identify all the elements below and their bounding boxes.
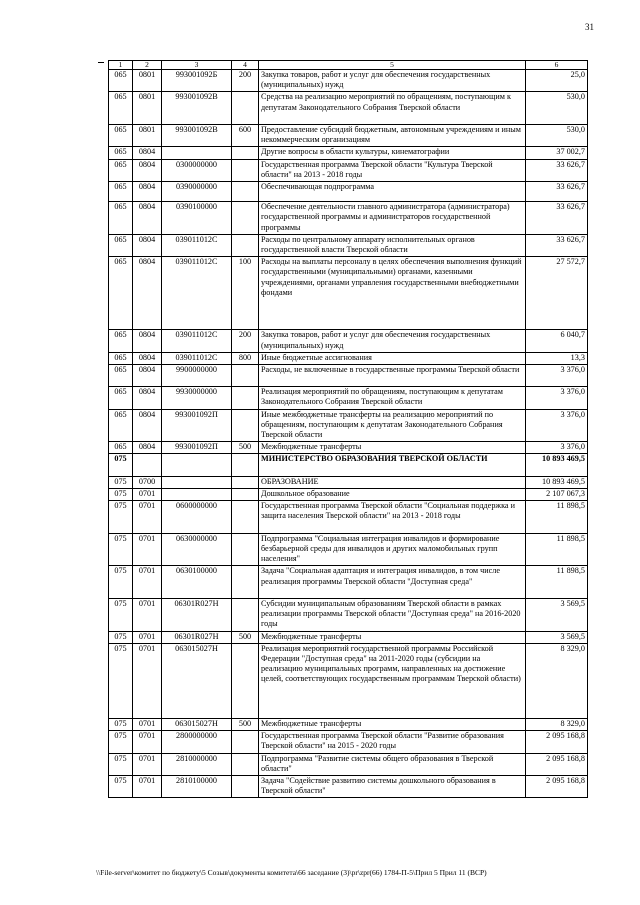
row-expense-type: 500: [232, 442, 259, 454]
row-expense-type: [232, 202, 259, 235]
table-row: [109, 202, 588, 235]
header-cell: 1: [109, 61, 133, 70]
row-subsection-code: 0804: [133, 352, 162, 364]
row-expense-type: 200: [232, 70, 259, 92]
row-section-code: 075: [109, 501, 133, 534]
row-amount: 37 002,7: [526, 147, 588, 159]
table-row: [109, 718, 588, 730]
row-section-code: 065: [109, 92, 133, 125]
row-subsection-code: 0701: [133, 753, 162, 775]
row-target-article: 0390000000: [162, 181, 232, 201]
row-amount: 33 626,7: [526, 202, 588, 235]
row-subsection-code: 0701: [133, 489, 162, 501]
table-row: [109, 159, 588, 181]
row-subsection-code: 0701: [133, 775, 162, 797]
row-description: Закупка товаров, работ и услуг для обеспечения государственных (муниципальных) нужд: [259, 70, 526, 92]
table-row: [109, 409, 588, 442]
row-section-code: 075: [109, 566, 133, 599]
row-description: Расходы по центральному аппарату исполнительных органов государственной власти Тверской области: [259, 234, 526, 256]
row-description: МИНИСТЕРСТВО ОБРАЗОВАНИЯ ТВЕРСКОЙ ОБЛАСТИ: [259, 454, 526, 476]
row-target-article: [162, 476, 232, 488]
row-expense-type: [232, 454, 259, 476]
row-expense-type: [232, 753, 259, 775]
row-section-code: 075: [109, 454, 133, 476]
row-subsection-code: 0701: [133, 643, 162, 718]
row-description: ОБРАЗОВАНИЕ: [259, 476, 526, 488]
row-description: Иные межбюджетные трансферты на реализацию мероприятий по обращениям, поступающим к депутатам Законодательного Собрания Тверской области: [259, 409, 526, 442]
table-row: [109, 731, 588, 753]
row-section-code: 075: [109, 731, 133, 753]
row-target-article: 039011012С: [162, 352, 232, 364]
row-description: Предоставление субсидий бюджетным, автономным учреждениям и иным некоммерческим организациям: [259, 124, 526, 146]
row-amount: 33 626,7: [526, 234, 588, 256]
row-target-article: 0300000000: [162, 159, 232, 181]
row-amount: 3 376,0: [526, 442, 588, 454]
table-row: [109, 566, 588, 599]
row-section-code: 065: [109, 181, 133, 201]
row-subsection-code: 0701: [133, 501, 162, 534]
row-expense-type: [232, 409, 259, 442]
row-amount: 530,0: [526, 92, 588, 125]
margin-mark: [98, 62, 104, 63]
row-subsection-code: 0804: [133, 181, 162, 201]
row-subsection-code: 0701: [133, 731, 162, 753]
row-target-article: 993001092П: [162, 409, 232, 442]
row-description: Расходы на выплаты персоналу в целях обеспечения выполнения функций государственными (муниципальными) органами, казенными учреждениями, органами управления государственными внебюджетными фондами: [259, 257, 526, 330]
row-subsection-code: 0804: [133, 330, 162, 352]
table-row: [109, 753, 588, 775]
row-amount: 2 107 067,3: [526, 489, 588, 501]
table-row: [109, 599, 588, 632]
file-path-footer: \\File-server\комитет по бюджету\5 Созыв\документы комитета\66 заседание (3)\pr\zpr(66) 1784-П-5\Прил 5 Прил 11 (ВСР): [96, 868, 487, 877]
row-description: Государственная программа Тверской области "Развитие образования Тверской области" на 2015 - 2020 годы: [259, 731, 526, 753]
row-amount: 13,3: [526, 352, 588, 364]
row-target-article: 06301R027Н: [162, 631, 232, 643]
row-expense-type: 100: [232, 257, 259, 330]
budget-table: [108, 60, 588, 798]
row-subsection-code: 0801: [133, 124, 162, 146]
row-expense-type: [232, 489, 259, 501]
row-amount: 8 329,0: [526, 718, 588, 730]
row-target-article: 0600000000: [162, 501, 232, 534]
row-amount: 8 329,0: [526, 643, 588, 718]
row-target-article: 063015027Н: [162, 718, 232, 730]
row-description: Субсидии муниципальным образованиям Тверской области в рамках реализации программы Тверской области "Доступная среда" на 2016-2020 годы: [259, 599, 526, 632]
row-expense-type: [232, 566, 259, 599]
header-cell: 6: [526, 61, 588, 70]
row-target-article: 063015027Н: [162, 643, 232, 718]
row-expense-type: [232, 181, 259, 201]
row-subsection-code: 0804: [133, 387, 162, 409]
row-section-code: 065: [109, 159, 133, 181]
row-section-code: 075: [109, 775, 133, 797]
row-subsection-code: 0804: [133, 364, 162, 386]
header-cell: 4: [232, 61, 259, 70]
row-target-article: 2810100000: [162, 775, 232, 797]
row-subsection-code: 0701: [133, 566, 162, 599]
header-cell: 3: [162, 61, 232, 70]
row-subsection-code: 0804: [133, 257, 162, 330]
row-description: Межбюджетные трансферты: [259, 442, 526, 454]
row-section-code: 075: [109, 533, 133, 566]
row-target-article: 0390100000: [162, 202, 232, 235]
row-subsection-code: [133, 454, 162, 476]
row-section-code: 065: [109, 442, 133, 454]
row-expense-type: [232, 234, 259, 256]
row-amount: 3 569,5: [526, 631, 588, 643]
row-target-article: [162, 454, 232, 476]
table-row: [109, 352, 588, 364]
row-amount: 10 893 469,5: [526, 476, 588, 488]
row-subsection-code: 0801: [133, 92, 162, 125]
table-row: [109, 454, 588, 476]
table-row: [109, 631, 588, 643]
row-subsection-code: 0804: [133, 234, 162, 256]
row-section-code: 065: [109, 124, 133, 146]
row-target-article: 993001092В: [162, 124, 232, 146]
row-target-article: 039011012С: [162, 330, 232, 352]
table-row: [109, 476, 588, 488]
row-target-article: 9930000000: [162, 387, 232, 409]
row-description: Межбюджетные трансферты: [259, 631, 526, 643]
row-section-code: 075: [109, 643, 133, 718]
row-expense-type: [232, 533, 259, 566]
row-section-code: 065: [109, 202, 133, 235]
row-description: Подпрограмма "Социальная интеграция инвалидов и формирование безбарьерной среды для инвалидов и других маломобильных групп населения": [259, 533, 526, 566]
row-expense-type: [232, 387, 259, 409]
row-subsection-code: 0700: [133, 476, 162, 488]
row-section-code: 065: [109, 234, 133, 256]
row-expense-type: [232, 731, 259, 753]
row-section-code: 065: [109, 352, 133, 364]
row-expense-type: [232, 476, 259, 488]
row-section-code: 075: [109, 489, 133, 501]
page-number: 31: [585, 22, 594, 32]
table-row: [109, 147, 588, 159]
row-expense-type: [232, 599, 259, 632]
row-description: Задача "Социальная адаптация и интеграция инвалидов, в том числе реализация программы Тверской области "Доступная среда": [259, 566, 526, 599]
table-row: [109, 330, 588, 352]
row-section-code: 075: [109, 476, 133, 488]
row-description: Закупка товаров, работ и услуг для обеспечения государственных (муниципальных) нужд: [259, 330, 526, 352]
table-row: [109, 643, 588, 718]
row-amount: 33 626,7: [526, 159, 588, 181]
row-subsection-code: 0804: [133, 147, 162, 159]
table-row: [109, 234, 588, 256]
row-amount: 3 376,0: [526, 364, 588, 386]
table-body: [109, 70, 588, 798]
row-amount: 530,0: [526, 124, 588, 146]
row-section-code: 075: [109, 631, 133, 643]
row-target-article: 993001092Б: [162, 70, 232, 92]
table-row: [109, 181, 588, 201]
header-row: [109, 61, 588, 70]
table-row: [109, 387, 588, 409]
row-target-article: 2810000000: [162, 753, 232, 775]
row-section-code: 075: [109, 753, 133, 775]
table-row: [109, 124, 588, 146]
row-target-article: 9900000000: [162, 364, 232, 386]
row-expense-type: [232, 775, 259, 797]
table-row: [109, 257, 588, 330]
table-row: [109, 442, 588, 454]
row-subsection-code: 0701: [133, 599, 162, 632]
row-subsection-code: 0804: [133, 442, 162, 454]
row-amount: 11 898,5: [526, 566, 588, 599]
row-section-code: 065: [109, 147, 133, 159]
row-amount: 2 095 168,8: [526, 731, 588, 753]
row-description: Другие вопросы в области культуры, кинематографии: [259, 147, 526, 159]
row-section-code: 065: [109, 387, 133, 409]
row-description: Иные бюджетные ассигнования: [259, 352, 526, 364]
row-amount: 3 376,0: [526, 387, 588, 409]
row-description: Государственная программа Тверской области "Культура Тверской области" на 2013 - 2018 годы: [259, 159, 526, 181]
row-description: Межбюджетные трансферты: [259, 718, 526, 730]
row-subsection-code: 0804: [133, 202, 162, 235]
row-description: Государственная программа Тверской области "Социальная поддержка и защита населения Тверской области" на 2013 - 2018 годы: [259, 501, 526, 534]
row-description: Обеспечение деятельности главного администратора (администратора) государственной программы и администраторов государственной программы: [259, 202, 526, 235]
row-section-code: 065: [109, 364, 133, 386]
row-expense-type: [232, 147, 259, 159]
row-target-article: 0630100000: [162, 566, 232, 599]
row-section-code: 065: [109, 257, 133, 330]
row-amount: 27 572,7: [526, 257, 588, 330]
row-expense-type: 600: [232, 124, 259, 146]
row-subsection-code: 0701: [133, 533, 162, 566]
header-cell: 2: [133, 61, 162, 70]
row-section-code: 065: [109, 70, 133, 92]
row-amount: 3 376,0: [526, 409, 588, 442]
row-section-code: 065: [109, 409, 133, 442]
row-subsection-code: 0701: [133, 718, 162, 730]
table-row: [109, 489, 588, 501]
header-cell: 5: [259, 61, 526, 70]
row-description: Реализация мероприятий по обращениям, поступающим к депутатам Законодательного Собрания Тверской области: [259, 387, 526, 409]
row-target-article: 0630000000: [162, 533, 232, 566]
row-target-article: 993001092П: [162, 442, 232, 454]
row-description: Подпрограмма "Развитие системы общего образования в Тверской области": [259, 753, 526, 775]
row-subsection-code: 0801: [133, 70, 162, 92]
row-subsection-code: 0701: [133, 631, 162, 643]
row-expense-type: 800: [232, 352, 259, 364]
row-amount: 11 898,5: [526, 501, 588, 534]
row-description: Расходы, не включенные в государственные программы Тверской области: [259, 364, 526, 386]
row-target-article: [162, 147, 232, 159]
row-amount: 25,0: [526, 70, 588, 92]
row-expense-type: 200: [232, 330, 259, 352]
row-subsection-code: 0804: [133, 409, 162, 442]
row-amount: 2 095 168,8: [526, 775, 588, 797]
row-expense-type: [232, 501, 259, 534]
row-expense-type: [232, 159, 259, 181]
row-target-article: 2800000000: [162, 731, 232, 753]
row-description: Средства на реализацию мероприятий по обращениям, поступающим к депутатам Законодательного Собрания Тверской области: [259, 92, 526, 125]
row-subsection-code: 0804: [133, 159, 162, 181]
table-row: [109, 92, 588, 125]
row-amount: 6 040,7: [526, 330, 588, 352]
row-amount: 11 898,5: [526, 533, 588, 566]
row-expense-type: [232, 364, 259, 386]
row-amount: 3 569,5: [526, 599, 588, 632]
table-row: [109, 533, 588, 566]
row-amount: 10 893 469,5: [526, 454, 588, 476]
row-target-article: 06301R027Н: [162, 599, 232, 632]
row-expense-type: [232, 643, 259, 718]
row-target-article: 039011012С: [162, 234, 232, 256]
row-description: Реализация мероприятий государственной программы Российской Федерации "Доступная среда" на 2011-2020 годы (субсидии на реализацию муниципальных программ, направленных на достижение целей, соответствующих государственным программам Тверской области): [259, 643, 526, 718]
row-description: Дошкольное образование: [259, 489, 526, 501]
row-expense-type: [232, 92, 259, 125]
row-section-code: 075: [109, 599, 133, 632]
row-amount: 33 626,7: [526, 181, 588, 201]
row-expense-type: 500: [232, 631, 259, 643]
row-description: Задача "Содействие развитию системы дошкольного образования в Тверской области": [259, 775, 526, 797]
row-expense-type: 500: [232, 718, 259, 730]
row-target-article: [162, 489, 232, 501]
table-row: [109, 70, 588, 92]
table-row: [109, 501, 588, 534]
table-row: [109, 775, 588, 797]
row-description: Обеспечивающая подпрограмма: [259, 181, 526, 201]
row-section-code: 075: [109, 718, 133, 730]
row-section-code: 065: [109, 330, 133, 352]
row-target-article: 039011012С: [162, 257, 232, 330]
row-target-article: 993001092В: [162, 92, 232, 125]
table-row: [109, 364, 588, 386]
row-amount: 2 095 168,8: [526, 753, 588, 775]
